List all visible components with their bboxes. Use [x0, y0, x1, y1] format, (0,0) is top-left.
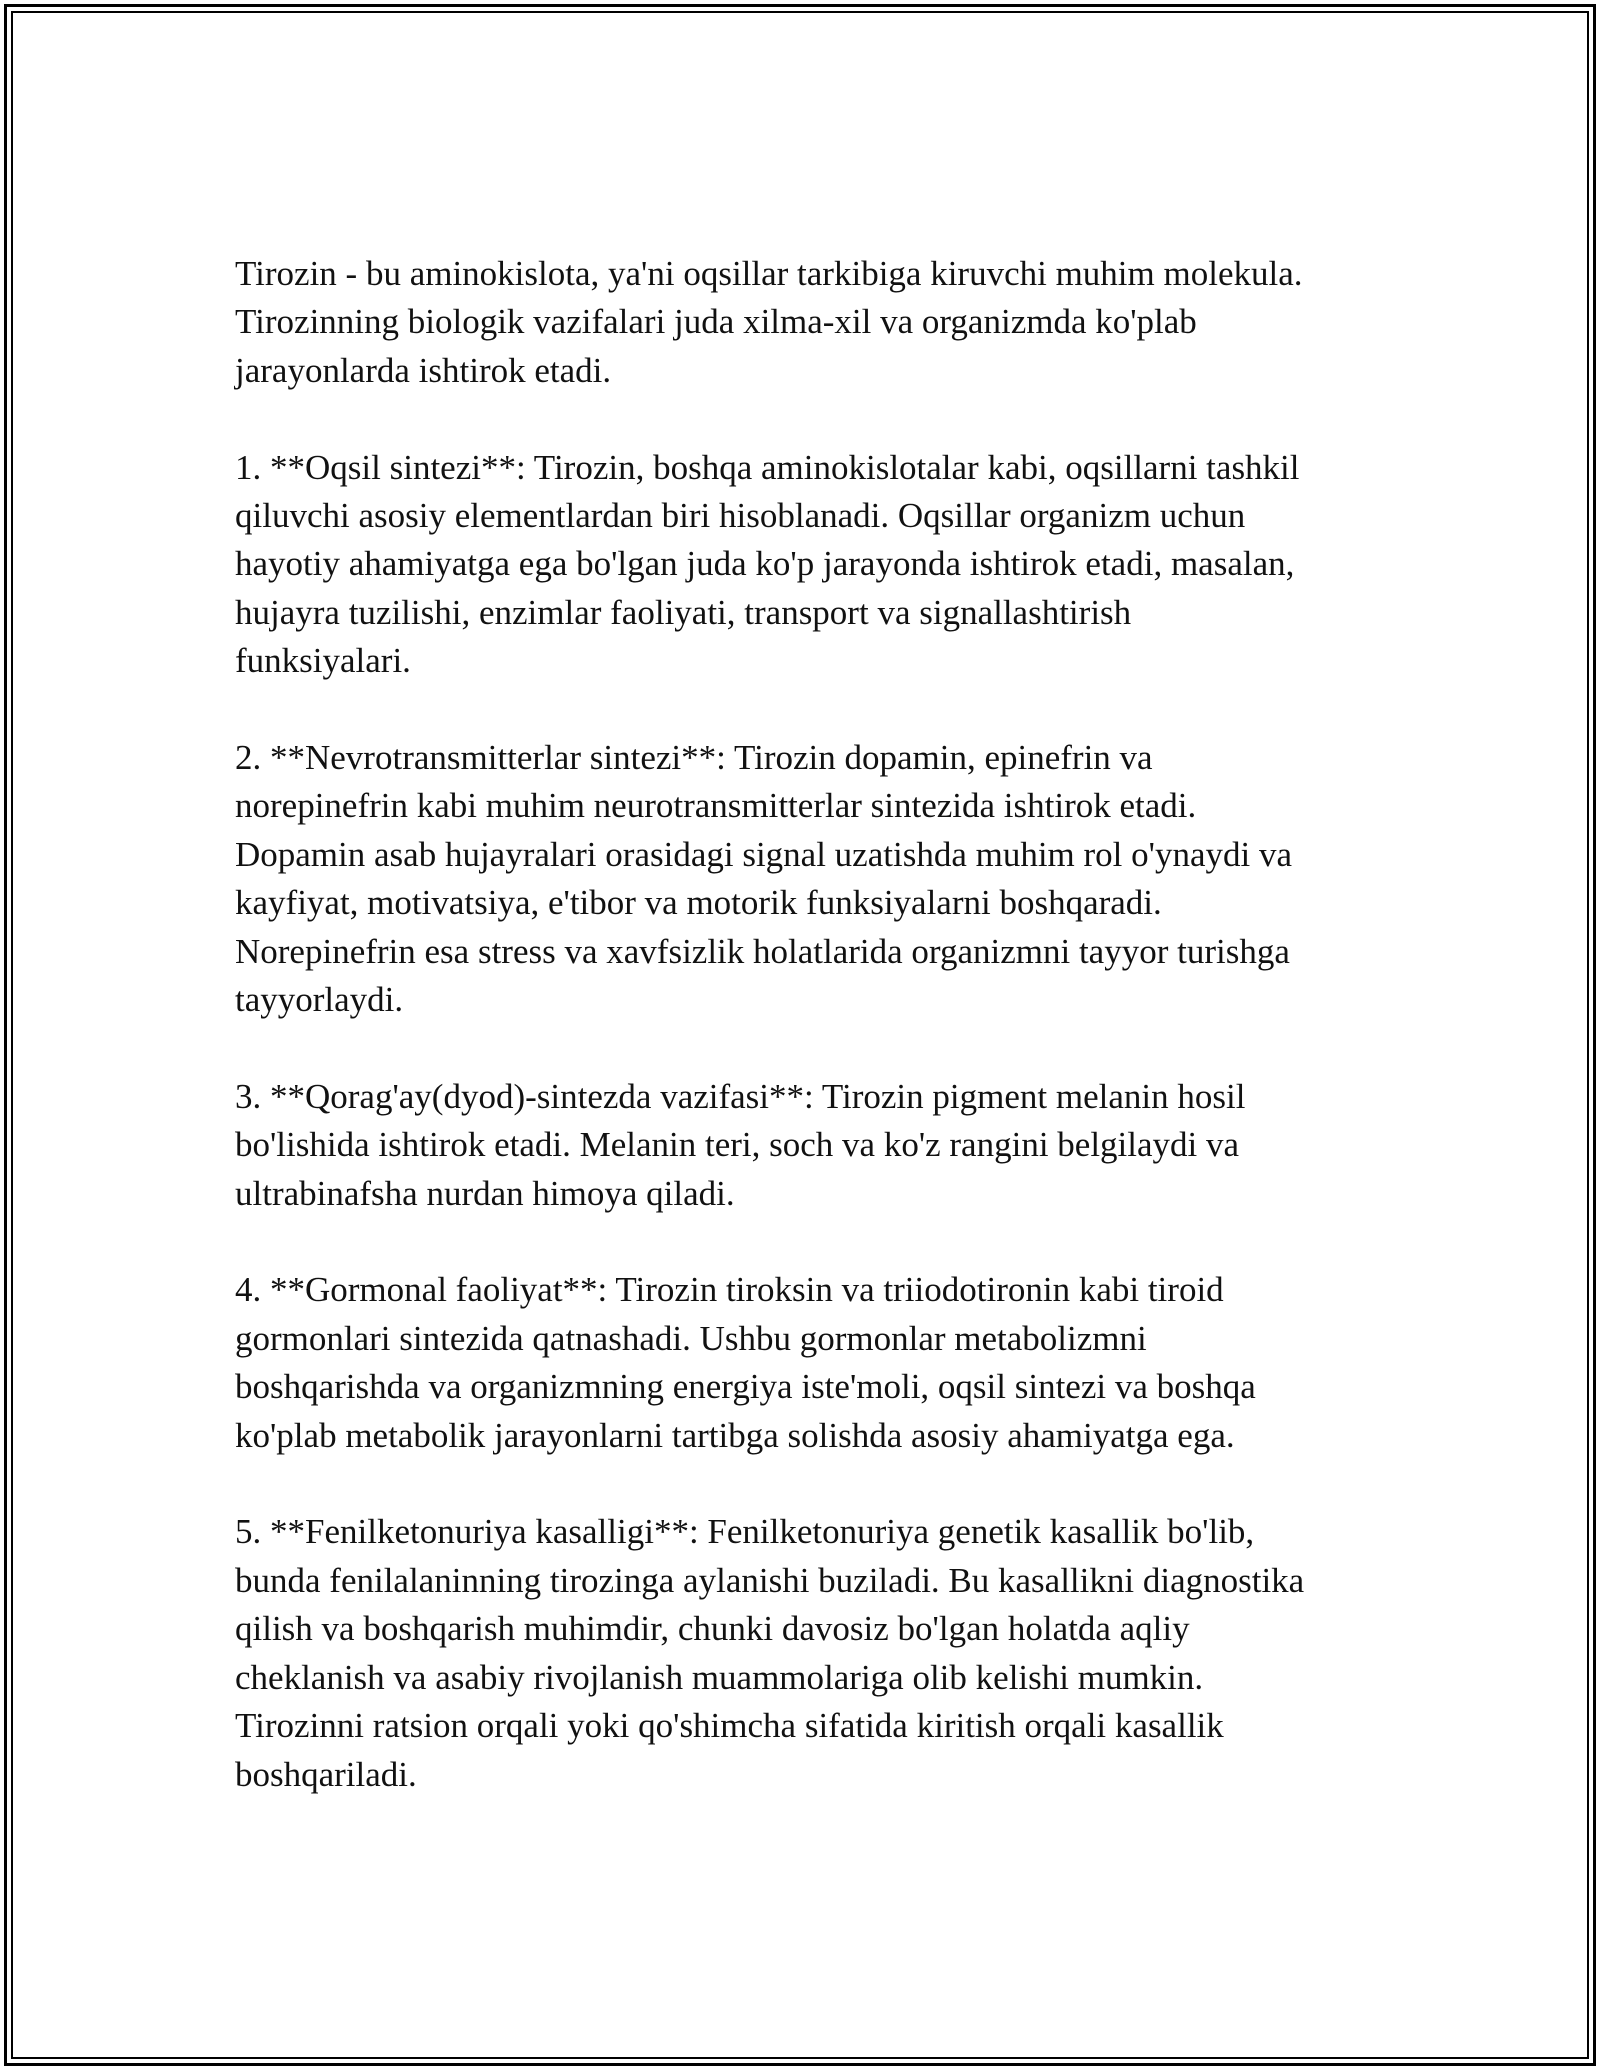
text-line: ultrabinafsha nurdan himoya qiladi. [235, 1173, 735, 1213]
text-line: 5. **Fenilketonuriya kasalligi**: Fenilketonuriya genetik kasallik bo'lib, [235, 1512, 1255, 1552]
text-line: Tirozin - bu aminokislota, ya'ni oqsillar tarkibiga kiruvchi muhim molekula. [235, 254, 1303, 293]
text-line: ko'plab metabolik jarayonlarni tartibga solishda asosiy ahamiyatga ega. [235, 1415, 1235, 1455]
text-line: boshqarishda va organizmning energiya iste'moli, oqsil sintezi va boshqa [235, 1367, 1256, 1407]
text-line: norepinefrin kabi muhim neurotransmitterlar sintezida ishtirok etadi. [235, 786, 1197, 826]
text-line: hujayra tuzilishi, enzimlar faoliyati, transport va signallashtirish [235, 592, 1132, 632]
text-line: Tirozinni ratsion orqali yoki qo'shimcha sifatida kiritish orqali kasallik [235, 1706, 1224, 1746]
text-line: bunda fenilalaninning tirozinga aylanishi buziladi. Bu kasallikni diagnostika [235, 1560, 1305, 1600]
blank-line [235, 395, 1375, 443]
text-line: funksiyalari. [235, 641, 411, 681]
text-line: jarayonlarda ishtirok etadi. [235, 350, 612, 390]
blank-line [235, 1218, 1375, 1266]
text-line: bo'lishida ishtirok etadi. Melanin teri, soch va ko'z rangini belgilaydi va [235, 1125, 1240, 1165]
text-line: gormonlari sintezida qatnashadi. Ushbu gormonlar metabolizmni [235, 1318, 1147, 1358]
text-line: 4. **Gormonal faoliyat**: Tirozin tiroksin va triiodotironin kabi tiroid [235, 1270, 1224, 1310]
blank-line [235, 1460, 1375, 1508]
blank-line [235, 686, 1375, 734]
text-line: Norepinefrin esa stress va xavfsizlik holatlarida organizmni tayyor turishga [235, 931, 1290, 971]
text-line: kayfiyat, motivatsiya, e'tibor va motorik funksiyalarni boshqaradi. [235, 883, 1162, 923]
text-line: Tirozinning biologik vazifalari juda xilma-xil va organizmda ko'plab [235, 302, 1197, 342]
text-line: qilish va boshqarish muhimdir, chunki davosiz bo'lgan holatda aqliy [235, 1609, 1190, 1649]
text-line: 3. **Qorag'ay(dyod)-sintezda vazifasi**: Tirozin pigment melanin hosil [235, 1076, 1246, 1116]
document-body [235, 250, 1375, 1799]
text-line: Dopamin asab hujayralari orasidagi signal uzatishda muhim rol o'ynaydi va [235, 834, 1293, 874]
blank-line [235, 1024, 1375, 1072]
text-line: qiluvchi asosiy elementlardan biri hisoblanadi. Oqsillar organizm uchun [235, 496, 1246, 536]
text-line: 2. **Nevrotransmitterlar sintezi**: Tirozin dopamin, epinefrin va [235, 738, 1153, 778]
text-line: 1. **Oqsil sintezi**: Tirozin, boshqa aminokislotalar kabi, oqsillarni tashkil [235, 447, 1300, 487]
text-line: cheklanish va asabiy rivojlanish muammolariga olib kelishi mumkin. [235, 1657, 1204, 1697]
text-line: tayyorlaydi. [235, 980, 404, 1020]
text-line: boshqariladi. [235, 1754, 417, 1794]
text-line: hayotiy ahamiyatga ega bo'lgan juda ko'p jarayonda ishtirok etadi, masalan, [235, 544, 1295, 584]
